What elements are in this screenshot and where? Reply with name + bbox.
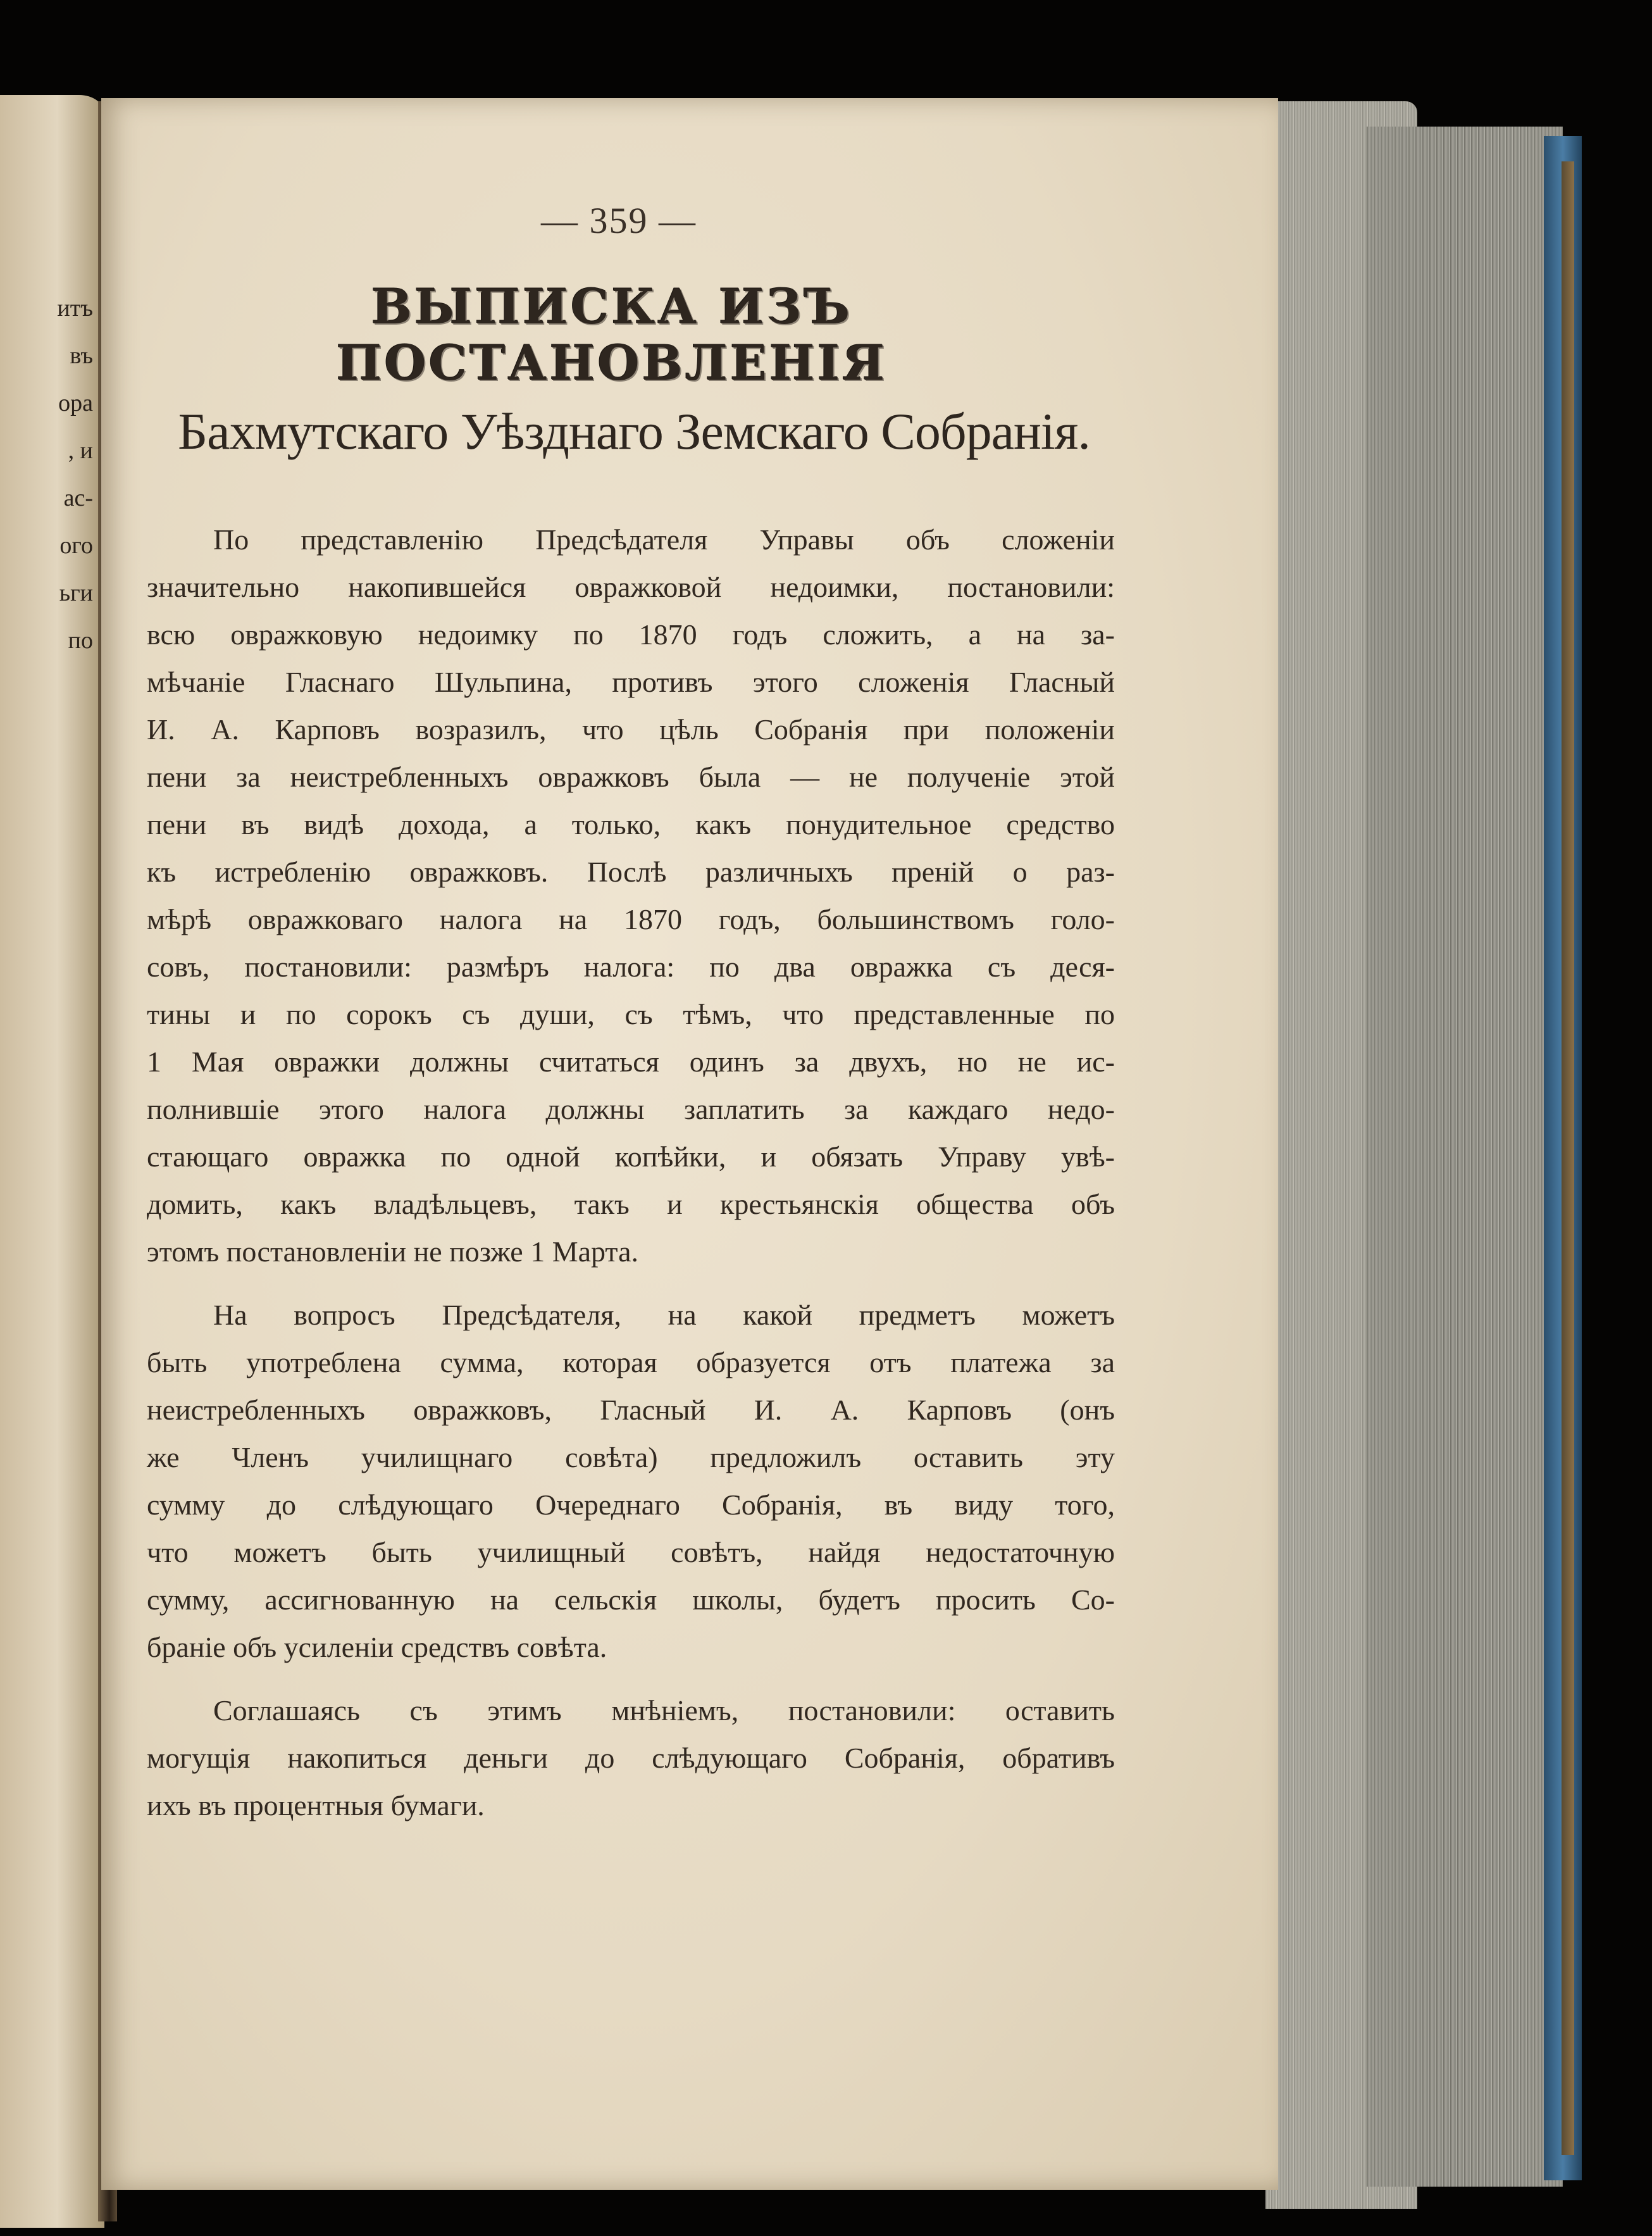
text-line: На вопросъ Предсѣдателя, на какой предметъ можетъ bbox=[213, 1299, 1115, 1331]
text-line: ихъ въ процентныя бумаги. bbox=[147, 1789, 485, 1821]
text-line: этомъ постановленіи не позже 1 Марта. bbox=[147, 1235, 639, 1268]
text-line: мѣрѣ овражковаго налога на 1870 годъ, большинствомъ голо- bbox=[147, 903, 1115, 935]
page-subheading: Бахмутскаго Уѣзднаго Земскаго Собранія. bbox=[178, 403, 1090, 460]
text-line: браніе объ усиленіи средствъ совѣта. bbox=[147, 1631, 607, 1663]
left-page-fragment: , и bbox=[68, 437, 93, 464]
text-line: что можетъ быть училищный совѣтъ, найдя недостаточную bbox=[147, 1536, 1115, 1568]
text-line: домить, какъ владѣльцевъ, такъ и крестьянскія общества объ bbox=[147, 1188, 1115, 1220]
text-line: сумму до слѣдующаго Очереднаго Собранія, въ виду того, bbox=[147, 1489, 1115, 1521]
left-page-fragment: въ bbox=[70, 342, 93, 369]
left-page-fragment: ора bbox=[58, 390, 93, 416]
page-block-edges-outer bbox=[1367, 127, 1563, 2187]
text-line: мѣчаніе Гласнаго Шульпина, противъ этого сложенія Гласный bbox=[147, 666, 1115, 698]
left-page-fragment: ас- bbox=[63, 485, 93, 511]
text-line: къ истребленію овражковъ. Послѣ различныхъ преній о раз- bbox=[147, 856, 1115, 888]
page-number: — 359 — bbox=[541, 200, 697, 241]
text-line: 1 Мая овражки должны считаться одинъ за двухъ, но не ис- bbox=[147, 1046, 1115, 1078]
page-body bbox=[147, 516, 1115, 1829]
text-line: полнившіе этого налога должны заплатить за каждаго недо- bbox=[147, 1093, 1115, 1125]
text-line: могущія накопиться деньги до слѣдующаго Собранія, обративъ bbox=[147, 1742, 1115, 1774]
left-page-edge bbox=[0, 95, 104, 2228]
text-line: тины и по сорокъ съ души, съ тѣмъ, что представленные по bbox=[147, 998, 1115, 1030]
left-page-fragment: итъ bbox=[57, 295, 93, 322]
text-line: По представленію Предсѣдателя Управы объ сложеніи bbox=[213, 523, 1115, 556]
text-line: всю овражковую недоимку по 1870 годъ сложить, а на за- bbox=[147, 618, 1115, 651]
text-line: стающаго овражка по одной копѣйки, и обязать Управу увѣ- bbox=[147, 1140, 1115, 1173]
left-page-fragment: ьги bbox=[59, 580, 93, 606]
text-line: совъ, постановили: размѣръ налога: по два овражка съ деся- bbox=[147, 951, 1115, 983]
text-line: пени за неистребленныхъ овражковъ была — не полученіе этой bbox=[147, 761, 1115, 793]
text-line: И. А. Карповъ возразилъ, что цѣль Собранія при положеніи bbox=[147, 713, 1115, 746]
text-line: Соглашаясь съ этимъ мнѣніемъ, постановили: оставить bbox=[213, 1694, 1115, 1727]
text-line: неистребленныхъ овражковъ, Гласный И. А. Карповъ (онъ bbox=[147, 1394, 1115, 1426]
text-line: быть употреблена сумма, которая образуется отъ платежа за bbox=[147, 1346, 1115, 1378]
text-line: значительно накопившейся овражковой недоимки, постановили: bbox=[147, 571, 1115, 603]
left-page-fragment: ого bbox=[59, 532, 93, 559]
text-line: сумму, ассигнованную на сельскія школы, будетъ просить Со- bbox=[147, 1583, 1115, 1616]
text-line: же Членъ училищнаго совѣта) предложилъ оставить эту bbox=[147, 1441, 1115, 1473]
text-line: пени въ видѣ дохода, а только, какъ понудительное средство bbox=[147, 808, 1115, 840]
book-cover-inner bbox=[1562, 161, 1574, 2155]
left-page-fragment: по bbox=[68, 627, 93, 654]
page-heading: ВЫПИСКА ИЗЪ ПОСТАНОВЛЕНІЯ bbox=[336, 278, 888, 391]
